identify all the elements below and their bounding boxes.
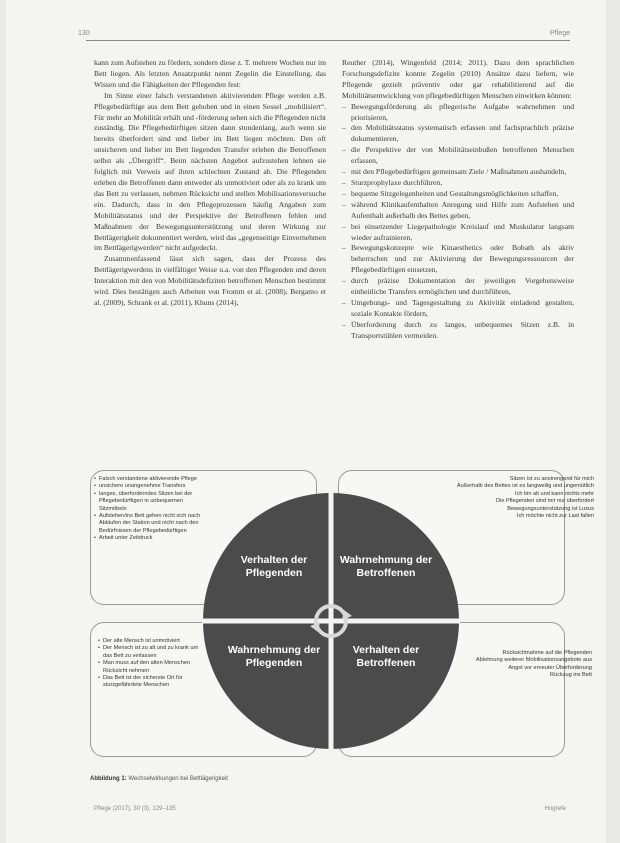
list-item: – die Perspektive der von Mobilitätseinbußen betroffenen Menschen erfassen, (342, 145, 574, 167)
running-title: Pflege (550, 30, 570, 37)
circle-label-top-left: Verhalten der Pflegenden (240, 554, 308, 579)
list-item: • Arbeit unter Zeitdruck (94, 535, 212, 542)
paragraph: kann zum Aufstehen zu fördern, sondern diese z. T. mehrere Wochen nur im Bett liegen. Als letzten Ansatzpunkt nennt Zegelin die Einstellung, das Wissen und die Fähigkeiten der Pflegenden fest: (94, 58, 326, 89)
list-item: – durch präzise Dokumentation der jeweiligen Vorgehensweise einheitliche Transfers ermöglichen und durchführen, (342, 276, 574, 298)
list-item: • unsichere unangenehme Transfers (94, 483, 212, 490)
list-item: – bequeme Sitzgelegenheiten und Gestaltungsmöglichkeiten schaffen, (342, 189, 574, 200)
caption-text: Wechselwirkungen bei Bettlägerigkeit (128, 776, 228, 782)
list-item: Rückzug ins Bett (550, 672, 592, 679)
quadrant-list-top-left (94, 476, 212, 543)
list-item: • Falsch verstandene aktivierende Pflege (94, 476, 212, 483)
circle-label-bottom-right: Verhalten der Betroffenen (352, 644, 420, 669)
page (6, 0, 606, 843)
central-circle (202, 492, 460, 750)
page-number: 130 (78, 30, 90, 37)
list-item: Ich möchte nicht zur Last fallen (516, 513, 594, 520)
list-item: – Bewegungsförderung als pflegerische Aufgabe wahrnehmen und priorisieren, (342, 102, 574, 124)
list-item: Die Pflegenden sind mir nur überfordert (496, 498, 594, 505)
list-item: Bewegungsunterstützung ist Luxus (507, 505, 594, 512)
right-text-column (342, 58, 574, 342)
list-item: • Das Bett ist der sicherste Ort für sturzgefährdete Menschen (98, 675, 208, 690)
running-header (78, 28, 570, 41)
quadrant-list-bottom-right (470, 650, 592, 680)
paragraph: Im Sinne einer falsch verstandenen aktivierenden Pflege werden z.B. Pflegebedürftige aus dem Bett gehoben und in einen Sessel „mobilisiert“. Für mehr an Mobilität erhält und -förderung sehen sich die Pflegenden nicht zuständig. Die Pflegebedürftigen sitzen dann stundenlang, auch wenn sie bereits überfordert sind und lieber im Bett liegen möchten. Den oft unsicheren und lieber im Bett liegenden Transfer erleben die Betroffenen selbst als „Übergriff“. Beim nächsten Angebot aufzustehen lehnen sie folglich mit Verweis auf ihren schlechten Zustand ab. Die Pflegenden erleben die Betroffenen dann entweder als unmotiviert oder als zu krank um das Bett zu verlassen, nehmen Rücksicht und stellen Mobilisationsversuche ein. Dadurch, dass in den Pflegeprozessen häufig Angaben zum Mobilitätsstatus und der Perspektive der Betroffenen fehlen und Maßnahmen der Bewegungsunterstützung und deren Wirkung zur Bettlägerigkeit dokumentiert werden, wird das „gegenseitige Einvernehmen im Bettlägerigwerden“ nicht aufgedeckt. (94, 90, 326, 253)
left-text-column (94, 58, 326, 309)
list-item: – Sturzprophylaxe durchführen, (342, 178, 574, 189)
caption-label: Abbildung 1: (90, 776, 127, 782)
list-item: – den Mobilitätsstatus systematisch erfassen und fachsprachlich präzise dokumentieren, (342, 123, 574, 145)
quadrant-list-bottom-left (98, 638, 208, 690)
circle-label-top-right: Wahrnehmung der Betroffenen (339, 554, 433, 579)
list-item: Rücksichtnahme auf die Pflegenden (502, 650, 592, 656)
list-item: – Überforderung durch zu langes, unbequemes Sitzen z.B. in Transportstühlen vermeiden. (342, 320, 574, 342)
paragraph: Zusammenfassend lässt sich sagen, dass der Prozess des Bettlägerigwerdens in vielfältiger Weise u.a. von den Pflegenden und deren Interaktion mit den von Mobilitätsdefiziten betroffenen Menschen bestimmt wird. Dies bestätigen auch Arbeiten von Fromm et al. (2008), Bergamo et al. (2009), Schrank et al. (2011), Khuns (2014), (94, 254, 326, 307)
figure-interaction-diagram (90, 470, 600, 770)
measure-list (342, 102, 574, 342)
list-item: Sitzen ist zu anstrengend für mich (509, 476, 594, 482)
list-item: Außerhalb des Bettes ist es langweilig und ungemütlich (456, 483, 594, 490)
circle-graphic (202, 492, 460, 750)
list-item: – Bewegungskonzepte wie Kinaesthetics oder Bobath als aktiv beherrschen und zur Aktivierung der Bewegungsressourcen der Pflegebedürftigen einsetzen, (342, 243, 574, 276)
list-item: • Der alte Mensch ist unmotiviert (98, 638, 208, 645)
list-item: • Der Mensch ist zu alt und zu krank um das Bett zu verlassen (98, 645, 208, 660)
list-item: – bei einsetzender Liegepathologie Kreislauf und Muskulatur langsam wieder aufrainieren, (342, 222, 574, 244)
footer-publisher: Hogrefe (544, 806, 566, 812)
list-item: • langes, überforderndes Sitzen bei der Pflegebedürftigen in unbequemen Sitzmöbeln (94, 491, 212, 513)
figure-caption (90, 776, 590, 782)
quadrant-list-top-right (448, 476, 594, 520)
paragraph: Reuther (2014), Wingenfeld (2014; 2011). Dazu dem sprachlichen Forschungsdefizite konnte Zegelin (2010) Ansätze dazu liefern, wie Pflegende gezielt präventiv oder gar rehabilitierend auf die Mobilitätsentwicklung von pflegebedürftigen Menschen einwirken können: (342, 58, 574, 100)
footer-citation: Pflege (2017), 30 (3), 129–135 (94, 806, 176, 812)
page-footer (94, 806, 566, 816)
list-item: • Aufstehen/ins Bett gehen nicht sich nach Abläufen der Station und nicht nach den Bedürfnissen der Pflegebedürftigen (94, 513, 212, 535)
list-item: Ablehnung weiterer Mobilisationsangebote aus Angst vor erneuter Überforderung (476, 657, 592, 671)
list-item: • Man muss auf den alten Menschen Rücksicht nehmen (98, 660, 208, 675)
list-item: Ich bin alt und kann nichts mehr (515, 490, 594, 497)
list-item: – Umgebungs- und Tagesgestaltung zu Aktivität einladend gestalten, soziale Kontakte fördern, (342, 298, 574, 320)
circle-label-bottom-left: Wahrnehmung der Pflegenden (227, 644, 321, 669)
list-item: – während Klinikaufenthalten Anregung und Hilfe zum Aufstehen und Aufenthalt außerhalb des Bettes geben, (342, 200, 574, 222)
list-item: – mit den Pflegebedürftigen gemeinsam Ziele / Maßnahmen aushandeln, (342, 167, 574, 178)
